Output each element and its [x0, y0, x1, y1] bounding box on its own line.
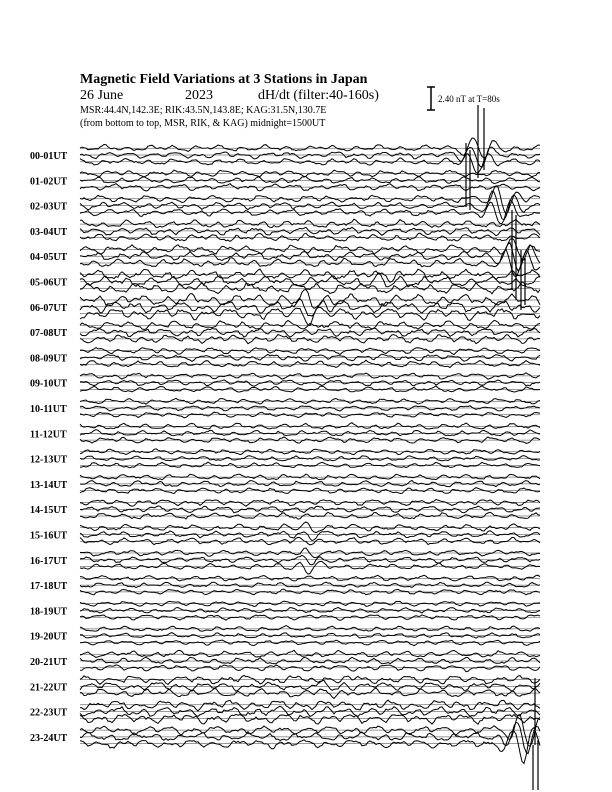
year-label: 2023 — [185, 88, 213, 103]
trace-msr — [80, 386, 540, 392]
hour-label: 13-14UT — [30, 479, 68, 491]
trace-kag — [80, 186, 540, 215]
hour-label: 23-24UT — [30, 732, 68, 744]
trace-kag — [80, 219, 540, 227]
chart-title: Magnetic Field Variations at 3 Stations in Japan — [80, 72, 368, 87]
trace-msr — [80, 282, 540, 294]
trace-msr — [80, 335, 540, 344]
trace-kag — [80, 269, 540, 282]
trace-kag — [80, 601, 540, 606]
trace-msr — [80, 437, 540, 443]
trace-rik — [80, 328, 540, 337]
trace-msr — [80, 640, 540, 646]
hour-label: 16-17UT — [30, 555, 68, 567]
trace-rik — [80, 147, 540, 167]
trace-rik — [80, 406, 540, 411]
trace-rik — [80, 243, 540, 271]
trace-rik — [80, 354, 540, 361]
hour-label: 04-05UT — [30, 252, 68, 264]
trace-kag — [80, 650, 540, 657]
scale-bar-label: 2.40 nT at T=80s — [438, 94, 500, 104]
hour-label: 15-16UT — [30, 530, 68, 542]
hour-label: 10-11UT — [30, 404, 67, 415]
station-coordinates: MSR:44.4N,142.3E; RIK:43.5N,143.8E; KAG:31.5N,130.7E — [80, 105, 327, 116]
trace-rik — [80, 633, 540, 639]
hour-label: 14-15UT — [30, 505, 68, 517]
trace-rik — [80, 380, 540, 386]
trace-kag — [80, 500, 540, 507]
trace-kag — [80, 522, 540, 533]
trace-kag — [80, 675, 540, 684]
hour-label: 07-08UT — [30, 328, 68, 340]
hour-label: 18-19UT — [30, 606, 68, 618]
trace-msr — [80, 360, 540, 367]
trace-kag — [80, 290, 540, 309]
trace-rik — [80, 191, 540, 220]
trace-kag — [80, 348, 540, 355]
trace-msr — [80, 233, 540, 241]
trace-rik — [80, 481, 540, 487]
hour-label: 22-23UT — [30, 707, 68, 719]
trace-msr — [80, 665, 540, 672]
trace-rik — [80, 680, 540, 691]
hour-label: 08-09UT — [30, 353, 68, 365]
trace-rik — [80, 430, 540, 436]
station-order-note: (from bottom to top, MSR, RIK, & KAG) midnight=1500UT — [80, 118, 326, 129]
trace-kag — [80, 700, 540, 711]
hour-label: 19-20UT — [30, 631, 68, 643]
hour-label: 11-12UT — [30, 429, 67, 441]
hour-label: 06-07UT — [30, 302, 68, 314]
trace-kag — [80, 626, 540, 632]
trace-msr — [80, 589, 540, 595]
hour-label: 17-18UT — [30, 581, 68, 593]
hour-label: 02-03UT — [30, 201, 68, 213]
trace-rik — [80, 657, 540, 663]
trace-msr — [80, 728, 540, 764]
hour-label: 01-02UT — [30, 176, 68, 188]
hour-label: 00-01UT — [30, 151, 68, 162]
hour-label: 12-13UT — [30, 454, 68, 466]
trace-kag — [80, 423, 540, 429]
date-label: 26 June — [80, 88, 124, 103]
trace-rik — [80, 456, 540, 461]
trace-msr — [80, 615, 540, 620]
trace-msr — [80, 154, 540, 173]
quantity-label: dH/dt (filter:40-160s) — [258, 88, 379, 103]
trace-msr — [80, 512, 540, 519]
hour-label: 05-06UT — [30, 277, 68, 289]
trace-rik — [80, 531, 540, 541]
hour-label: 03-04UT — [30, 226, 68, 238]
hour-label: 20-21UT — [30, 657, 68, 668]
trace-rik — [80, 227, 540, 235]
trace-rik — [80, 177, 540, 184]
trace-msr — [80, 561, 540, 574]
trace-kag — [80, 170, 540, 177]
trace-kag — [80, 548, 540, 558]
trace-msr — [80, 412, 540, 418]
hour-label: 09-10UT — [30, 378, 68, 390]
hour-label: 21-22UT — [30, 682, 68, 694]
trace-msr — [80, 462, 540, 468]
